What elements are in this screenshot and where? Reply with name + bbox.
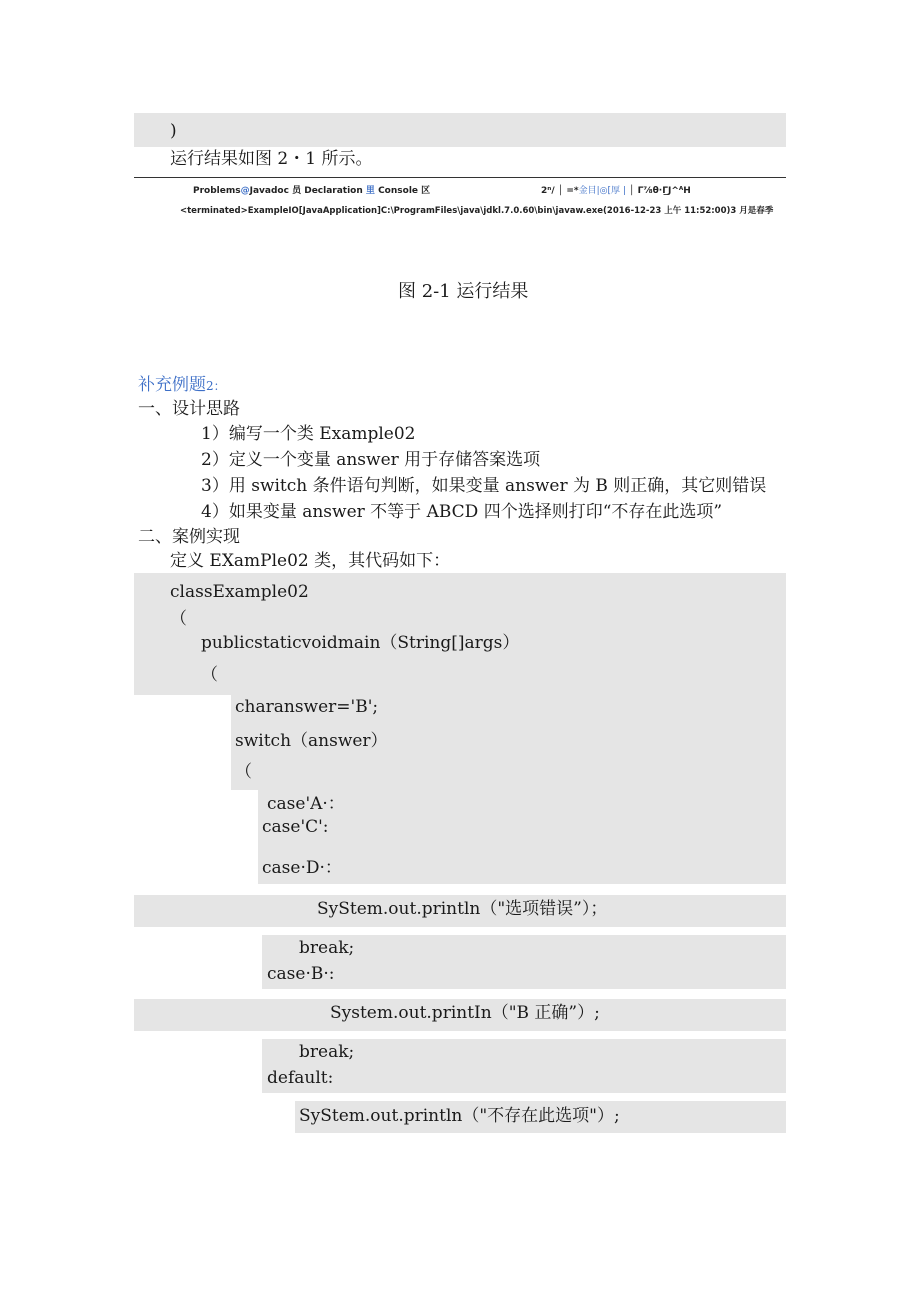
code-line-case-d: case·D·： [262,858,342,878]
toolbar-prefix: 2ⁿ/ │ =* [541,186,579,196]
supplement-title-num: 2： [206,379,226,393]
tab-at-symbol: @ [240,186,250,196]
code-line-switch: switch（answer） [235,731,388,751]
code-paren-close: ) [170,121,177,141]
code-line-main: publicstaticvoidmain（String[]args） [201,633,520,653]
tab-declaration[interactable]: Declaration [304,186,363,196]
code-line-break-2: break; [299,1042,355,1062]
result-sentence: 运行结果如图 2・1 所示。 [170,149,373,169]
console-tab-bar [193,183,430,196]
figure-caption: 图 2-1 运行结果 [398,281,529,302]
step-4: 4）如果变量 answer 不等于 ABCD 四个选择则打印“不存在此选项” [201,502,723,522]
code-line-case-c: case'C': [262,817,329,837]
code-line-case-b: case·B·: [267,964,335,984]
tab-problems[interactable]: Problems [193,186,241,196]
toolbar-link[interactable]: 金目|◎[厚 | [578,186,626,196]
code-line-brace-3: （ [235,762,252,782]
tab-separator-3: 区 [421,186,431,196]
tab-javadoc[interactable]: Javadoc [249,186,289,196]
code-intro: 定义 EXamPle02 类，其代码如下： [170,551,451,571]
code-line-print-none: SyStem.out.println（"不存在此选项"）; [299,1106,620,1126]
code-line-char: charanswer='B'; [235,697,379,717]
code-line-brace-1: （ [170,609,187,629]
step-3: 3）用 switch 条件语句判断，如果变量 answer 为 B 则正确，其它则错误 [201,476,767,496]
tab-separator-2: 里 [365,186,375,196]
console-toolbar [541,183,691,196]
code-line-default: default: [267,1068,334,1088]
supplement-title [138,374,226,397]
code-line-print-correct: System.out.printIn（"B 正确”）; [330,1003,600,1023]
section1-title: 一、设计思路 [138,399,240,419]
step-1: 1）编写一个类 Example02 [201,424,416,444]
toolbar-suffix: │ Γ⅞θ·Γ̲J^ᴬH [625,186,691,196]
section2-title: 二、案例实现 [138,527,240,547]
console-terminated-line: <terminated>ExampleIO[JavaApplication]C:\ProgramFiles\java\jdkl.7.0.60\bin\javaw.exe(2016-12-23 上午 11:52:00)3 月是春季 [180,206,774,216]
code-line-break-1: break; [299,938,355,958]
code-line-case-a: case'A·： [267,794,345,814]
code-line-class: classExample02 [170,582,309,602]
tab-separator-1: 员 [292,186,302,196]
supplement-title-main: 补充例题 [138,375,206,395]
code-line-print-error: SyStem.out.println（"选项错误”）； [317,899,608,919]
code-block-top-bg [134,113,786,147]
tab-console[interactable]: Console [378,186,419,196]
code-line-brace-2: （ [201,665,218,685]
step-2: 2）定义一个变量 answer 用于存储答案选项 [201,450,541,470]
console-top-rule [134,177,786,178]
